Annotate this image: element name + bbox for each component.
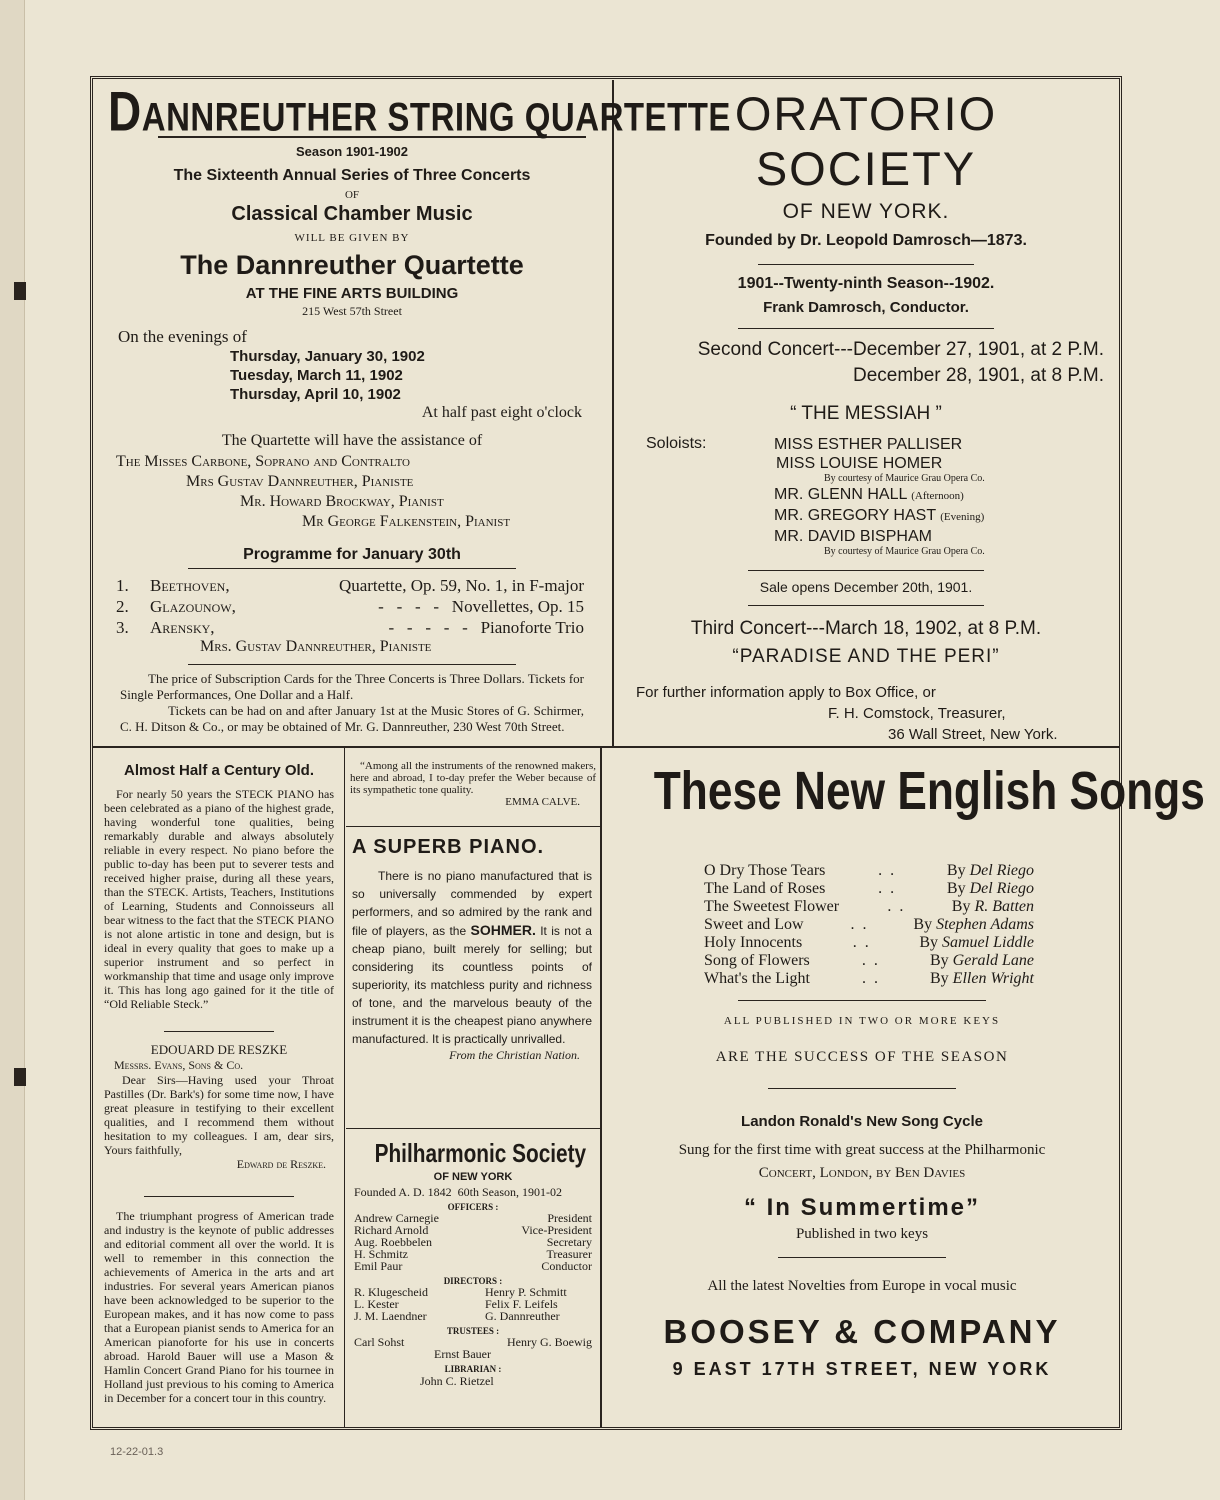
treasurer-address: 36 Wall Street, New York. xyxy=(888,726,1058,743)
directors xyxy=(350,1286,596,1322)
weber-author: EMMA CALVE. xyxy=(505,796,580,808)
ad-title: A SUPERB PIANO. xyxy=(352,836,545,858)
officers-label: OFFICERS : xyxy=(447,1202,499,1212)
director-row: L. Kester Felix F. Leifels xyxy=(354,1297,558,1311)
weber-quote: “Among all the instruments of the renowned makers, here and abroad, I to-day prefer the Weber because of its sympathetic tone quality. xyxy=(350,760,596,796)
treasurer: F. H. Comstock, Treasurer, xyxy=(828,705,1006,722)
season: 1901--Twenty-ninth Season--1902. xyxy=(737,275,995,292)
assistance: The Quartette will have the assistance of xyxy=(221,432,483,449)
reszke-to: Messrs. Evans, Sons & Co. xyxy=(114,1058,244,1072)
second-concert-date: December 28, 1901, at 8 P.M. xyxy=(852,365,1104,386)
founded: Founded by Dr. Leopold Damrosch—1873. xyxy=(705,232,1027,249)
trustees-label: TRUSTEES : xyxy=(446,1326,500,1336)
soloist: MISS ESTHER PALLISER xyxy=(774,436,963,453)
soloist-note: By courtesy of Maurice Grau Opera Co. xyxy=(824,473,985,484)
binding-mark xyxy=(14,1068,26,1086)
song-list xyxy=(608,862,1034,988)
sohmer-source: From the Christian Nation. xyxy=(449,1048,580,1062)
assistants xyxy=(108,452,596,532)
programme-note: Mrs. Gustav Dannreuther, Pianiste xyxy=(200,638,432,655)
officers xyxy=(350,1212,596,1272)
divider xyxy=(346,1128,600,1129)
soloist: MR. GLENN HALL (Afternoon) xyxy=(774,486,964,503)
programme-item: 1. Beethoven, Quartette, Op. 59, No. 1, in F-major xyxy=(116,576,584,595)
song: Song of Flowers . . By Gerald Lane xyxy=(704,952,1034,969)
ad-title: DANNREUTHER STRING QUARTETTE xyxy=(108,80,731,143)
sale: Sale opens December 20th, 1901. xyxy=(759,579,973,595)
directors-label: DIRECTORS : xyxy=(443,1276,503,1286)
divider xyxy=(344,748,345,1428)
song: The Sweetest Flower . . By R. Batten xyxy=(704,898,1034,915)
song: O Dry Those Tears . . By Del Riego xyxy=(704,862,1034,879)
soloist-list xyxy=(774,435,985,558)
officer: H. Schmitz Treasurer xyxy=(354,1247,592,1261)
oratorio-ad xyxy=(618,84,1114,743)
reszke-heading: EDOUARD DE RESZKE xyxy=(150,1042,288,1057)
work: “ THE MESSIAH ” xyxy=(790,403,942,424)
date: Tuesday, March 11, 1902 xyxy=(230,367,403,384)
trustee-row: Carl Sohst Henry G. Boewig xyxy=(354,1335,592,1349)
reszke-body: Dear Sirs—Having used your Throat Pastilles (Dr. Bark's) for some time now, I have great pleasure in testifying to their excellent qualities, and I recommend them without hesitation to my colleagues. I am, dear sirs, Yours faithfully, xyxy=(104,1073,334,1157)
boosey-ad xyxy=(608,756,1205,1428)
work: “PARADISE AND THE PERI” xyxy=(732,646,1000,667)
address: 215 West 57th Street xyxy=(302,304,402,318)
divider xyxy=(600,748,602,1428)
ad-title: Philharmonic Society xyxy=(374,1138,587,1168)
time: At half past eight o'clock xyxy=(421,404,582,421)
divider xyxy=(612,80,614,746)
conductor: Frank Damrosch, Conductor. xyxy=(763,299,969,316)
soloist: MISS LOUISE HOMER xyxy=(776,455,943,472)
evenings-intro: On the evenings of xyxy=(118,327,247,346)
cycle-name: “ In Summertime” xyxy=(743,1194,981,1221)
librarian-label: LIBRARIAN : xyxy=(444,1364,502,1374)
soloists xyxy=(618,435,1114,558)
success: ARE THE SUCCESS OF THE SEASON xyxy=(715,1049,1009,1065)
programme-item: 2. Glazounow, - - - - Novellettes, Op. 15 xyxy=(116,597,584,616)
officer: Aug. Roebbelen Secretary xyxy=(354,1235,592,1249)
soloists-label: Soloists: xyxy=(646,435,707,452)
soloist-note: By courtesy of Maurice Grau Opera Co. xyxy=(824,546,985,557)
trustees xyxy=(350,1336,596,1360)
officer: Andrew Carnegie President xyxy=(354,1211,592,1225)
librarian: John C. Rietzel xyxy=(420,1374,494,1388)
founded: Founded A. D. 1842 60th Season, 1901-02 xyxy=(354,1185,562,1199)
company: BOOSEY & COMPANY xyxy=(663,1313,1061,1350)
officer: Emil Paur Conductor xyxy=(354,1259,592,1273)
divider xyxy=(93,746,1119,748)
ad-title: These New English Songs xyxy=(653,761,1205,821)
date: Thursday, January 30, 1902 xyxy=(230,348,425,365)
dates xyxy=(108,347,596,404)
second-concert: Second Concert---December 27, 1901, at 2 P.M. xyxy=(697,339,1104,360)
ad-title: Almost Half a Century Old. xyxy=(123,762,315,779)
keys: ALL PUBLISHED IN TWO OR MORE KEYS xyxy=(723,1015,1001,1027)
given-by: WILL BE GIVEN BY xyxy=(294,232,410,244)
assistant: Mrs Gustav Dannreuther, Pianiste xyxy=(186,473,414,490)
song: Holy Innocents . . By Samuel Liddle xyxy=(704,934,1034,951)
tickets-text: Tickets can be had on and after January 1st at the Music Stores of G. Schirmer, C. H. Ditson & Co., or may be obtained of Mr. G. Dannreuther, 230 West 70th Street. xyxy=(120,703,584,734)
divider xyxy=(346,826,600,827)
steck-body: For nearly 50 years the STECK PIANO has been celebrated as a piano of the highest grade, having wonderful tone qualities, being remarkably durable and always absolutely reliable in every respect. No piano before the public to-day has been put to severer tests and received higher praise, during all these years, than the STECK. Artists, Teachers, Institutions of Learning, Students and Connoisseurs all bear witness to the fact that the STECK PIANO is not alone artistic in tone and design, but is ideal in every quality that goes to make up a superior instrument and so perfect in workmanship that time and usage only improve it. This has long ago gained for it the title of “Old Reliable Steck.” xyxy=(104,787,334,1011)
sohmer-body: There is no piano manufactured that is so universally commended by expert performers, and so admired by the rank and file of players, as the SOHMER. It is not a cheap piano, built merely for selling; but considering its countless points of superiority, its matchless purity and richness of tone, and the marvelous beauty of the instrument it is the cheapest piano anywhere manufactured. It is practically unrivalled. xyxy=(352,869,592,1046)
venue: AT THE FINE ARTS BUILDING xyxy=(245,285,459,302)
novelties: All the latest Novelties from Europe in vocal music xyxy=(707,1278,1017,1294)
info: For further information apply to Box Office, or xyxy=(636,684,936,701)
song: What's the Light . . By Ellen Wright xyxy=(704,970,1034,987)
subtitle: OF NEW YORK. xyxy=(782,200,950,223)
sohmer-ad xyxy=(352,836,592,1126)
price-text: The price of Subscription Cards for the Three Concerts is Three Dollars. Tickets for Single Performances, One Dollar and a Half. xyxy=(120,671,584,702)
assistant: Mr George Falkenstein, Pianist xyxy=(302,513,511,530)
assistant: Mr. Howard Brockway, Pianist xyxy=(240,493,444,510)
trustee: Ernst Bauer xyxy=(434,1347,491,1361)
soloist: MR. GREGORY HAST (Evening) xyxy=(774,507,985,524)
mason-body: The triumphant progress of American trade and industry is the keynote of public addresses and editorial comment all over the world. It is well to remember in this connection the achievements of America in the arts and art industries. For several years American pianos have been acknowledged to be superior to the European makes, and it has now come to pass that a European pianist sends to America for an American pianoforte for his use in concerts abroad. Harold Bauer will use a Mason & Hamlin Concert Grand Piano for his tournee in Holland just previous to his coming to America in December for a concert tour in this country. xyxy=(104,1209,334,1405)
series: The Sixteenth Annual Series of Three Concerts xyxy=(173,167,531,184)
programme-title: Programme for January 30th xyxy=(243,546,461,563)
archive-note: 12-22-01.3 xyxy=(110,1446,164,1458)
cycle-title: Landon Ronald's New Song Cycle xyxy=(741,1113,983,1130)
cycle-keys: Published in two keys xyxy=(795,1226,929,1242)
cycle-text: Concert, London, by Ben Davies xyxy=(758,1165,966,1181)
date: Thursday, April 10, 1902 xyxy=(230,386,401,403)
of-label: OF xyxy=(344,189,360,201)
weber-ad xyxy=(350,760,596,824)
assistant: The Misses Carbone, Soprano and Contralto xyxy=(116,453,410,470)
reszke-signature: Edward de Reszke. xyxy=(236,1157,326,1171)
genre: Classical Chamber Music xyxy=(231,203,473,225)
company-address: 9 EAST 17TH STREET, NEW YORK xyxy=(672,1359,1052,1379)
third-concert: Third Concert---March 18, 1902, at 8 P.M. xyxy=(690,618,1042,639)
philharmonic-ad xyxy=(350,1138,596,1426)
steck-column xyxy=(104,762,334,1426)
director-row: J. M. Laendner G. Dannreuther xyxy=(354,1309,560,1323)
ad-title: ORATORIO SOCIETY xyxy=(734,87,998,195)
quartette-name: The Dannreuther Quartette xyxy=(180,250,524,280)
season: Season 1901-1902 xyxy=(295,144,409,159)
officer: Richard Arnold Vice-President xyxy=(354,1223,592,1237)
programme-item: 3. Arensky, - - - - - Pianoforte Trio xyxy=(116,618,584,637)
director-row: R. Klugescheid Henry P. Schmitt xyxy=(354,1285,567,1299)
soloist: MR. DAVID BISPHAM xyxy=(774,528,932,545)
song: The Land of Roses . . By Del Riego xyxy=(704,880,1034,897)
binding-mark xyxy=(14,282,26,300)
paper-edge xyxy=(0,0,25,1500)
subtitle: OF NEW YORK xyxy=(433,1171,513,1183)
cycle-text: Sung for the first time with great success at the Philharmonic xyxy=(678,1142,1046,1158)
sohmer-brand: SOHMER. xyxy=(470,922,536,938)
song: Sweet and Low . . By Stephen Adams xyxy=(704,916,1034,933)
programme xyxy=(108,575,596,656)
